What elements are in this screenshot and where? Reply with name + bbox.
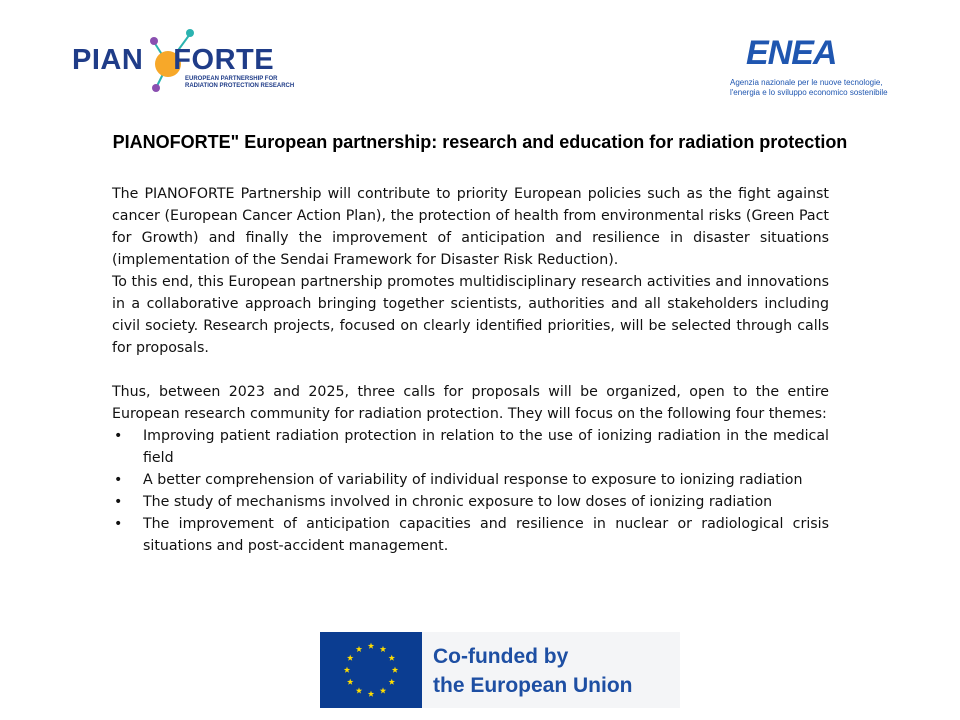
enea-subtitle-line1: Agenzia nazionale per le nuove tecnologie, [730,78,883,87]
pianoforte-logo [72,14,312,94]
bullet-icon: • [114,428,123,444]
theme-text: A better comprehension of variability of individual response to exposure to ionizing radiation [143,472,803,488]
eu-cofunded-banner [320,632,680,708]
pianoforte-subtitle-line1: EUROPEAN PARTNERSHIP FOR [185,76,278,82]
list-item [112,491,829,513]
page-title: PIANOFORTE" European partnership: research and education for radiation protection [112,132,848,152]
enea-subtitle-line2: l'energia e lo sviluppo economico sostenibile [730,88,888,97]
bullet-icon: • [114,516,123,532]
paragraph-policies: The PIANOFORTE Partnership will contribute to priority European policies such as the fight against cancer (European Cancer Action Plan), the protection of health from environmental risks (Green Pact for Growth) and finally the improvement of anticipation and resilience in disaster situations (implementation of the Sendai Framework for Disaster Risk Reduction). [112,186,829,268]
themes-list [112,425,829,557]
list-item [112,513,829,557]
pianoforte-subtitle-line2: RADIATION PROTECTION RESEARCH [185,83,295,89]
theme-text: Improving patient radiation protection in relation to the use of ionizing radiation in the medical field [143,428,829,466]
pianoforte-subtitle [185,76,294,90]
pianoforte-word-left: PIAN [72,44,144,76]
eu-line1: Co-funded by [433,645,569,668]
eu-flag-icon [320,632,422,708]
list-item [112,469,829,491]
pianoforte-word-right: FORTE [173,44,275,76]
eu-line2: the European Union [433,674,633,697]
bullet-icon: • [114,494,123,510]
paragraph-partnership: To this end, this European partnership promotes multidisciplinary research activities and innovations in a collaborative approach bringing together scientists, authorities and all stakeholders including civil society. Research projects, focused on clearly identified priorities, will be selected through calls for proposals. [112,274,829,356]
body-text [112,183,829,557]
eu-cofunded-text [433,642,633,700]
paragraph-calls: Thus, between 2023 and 2025, three calls for proposals will be organized, open to the entire European research community for radiation protection. They will focus on the following four themes: [112,384,829,422]
theme-text: The study of mechanisms involved in chronic exposure to low doses of ionizing radiation [143,494,773,510]
bullet-icon: • [114,472,123,488]
theme-text: The improvement of anticipation capacities and resilience in nuclear or radiological crisis situations and post-accident management. [143,516,829,554]
pianoforte-wordmark [72,44,274,77]
list-item [112,425,829,469]
enea-wordmark: ENEA [746,34,837,72]
enea-subtitle [730,78,888,98]
enea-logo [722,34,902,104]
